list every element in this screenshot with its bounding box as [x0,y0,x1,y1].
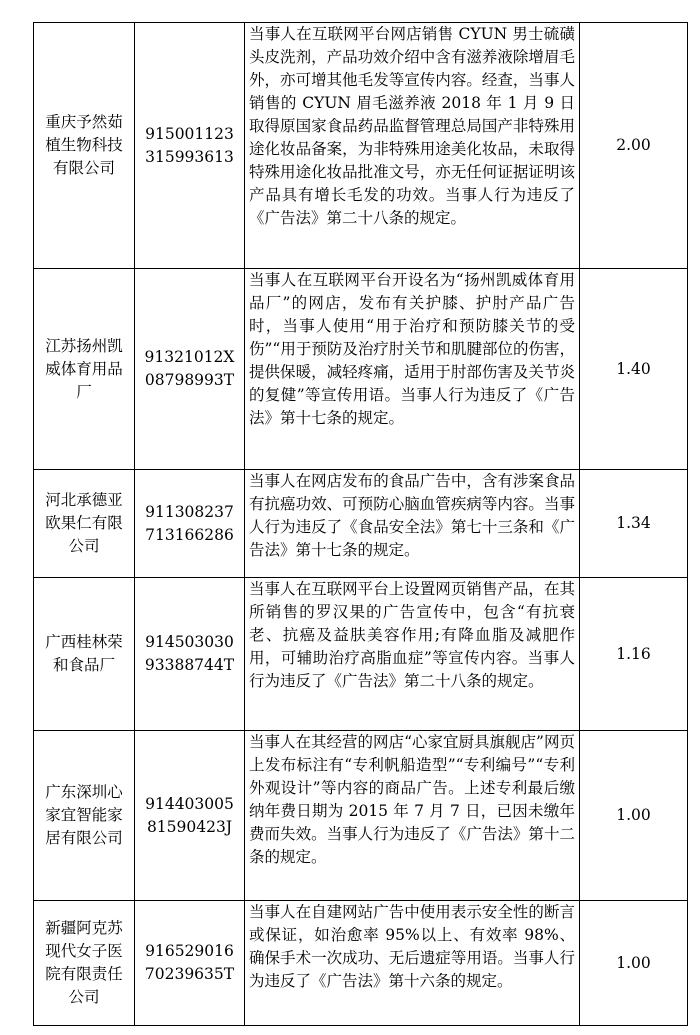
table-row [34,269,688,470]
credit-code: 91652901670239635T [135,901,245,1026]
credit-code: 915001123315993613 [135,23,245,269]
company-name: 重庆予然茹植生物科技有限公司 [34,23,135,269]
fine-amount: 1.40 [580,269,688,470]
violation-description: 当事人在互联网平台网店销售 CYUN 男士硫磺头皮洗剂，产品功效介绍中含有滋养液除增眉毛外，亦可增其他毛发等宣传内容。经查，当事人销售的 CYUN 眉毛滋养液 2018 年 1 月 9 日取得原国家食品药品监督管理总局国产非特殊用途化妆品备案，为非特殊用途美化妆品，未取得特殊用途化妆品批准文号，亦无任何证据证明该产品具有增长毛发的功效。当事人行为违反了《广告法》第二十八条的规定。 [245,23,580,269]
violation-description: 当事人在自建网站广告中使用表示安全性的断言或保证，如治愈率 95%以上、有效率 98%、确保手术一次成功、无后遗症等用语。当事人行为违反了《广告法》第十六条的规定。 [245,901,580,1026]
company-name: 广东深圳心家宜智能家居有限公司 [34,731,135,901]
credit-code: 91321012X08798993T [135,269,245,470]
fine-amount: 1.00 [580,901,688,1026]
company-name: 河北承德亚欧果仁有限公司 [34,470,135,578]
fine-amount: 2.00 [580,23,688,269]
table-row [34,901,688,1026]
table-row [34,731,688,901]
company-name: 江苏扬州凯威体育用品厂 [34,269,135,470]
violation-description: 当事人在互联网平台开设名为“扬州凯威体育用品厂”的网店，发布有关护膝、护肘产品广告时，当事人使用“用于治疗和预防膝关节的受伤”“用于预防及治疗肘关节和肌腱部位的伤害，提供保暖，减轻疼痛，适用于肘部伤害及关节炎的复健”等宣传用语。当事人行为违反了《广告法》第十七条的规定。 [245,269,580,470]
credit-code: 91450303093388744T [135,578,245,731]
violation-description: 当事人在互联网平台上设置网页销售产品，在其所销售的罗汉果的广告宣传中，包含“有抗衰老、抗癌及益肤美容作用;有降血脂及减肥作用，可辅助治疗高脂血症”等宣传内容。当事人行为违反了《广告法》第二十八条的规定。 [245,578,580,731]
table-row [34,578,688,731]
violation-description: 当事人在其经营的网店“心家宜厨具旗舰店”网页上发布标注有“专利帆船造型”“专利编号”“专利外观设计”等内容的商品广告。上述专利最后缴纳年费日期为 2015 年 7 月 7 日，已因未缴年费而失效。当事人行为违反了《广告法》第十二条的规定。 [245,731,580,901]
table-row [34,470,688,578]
fine-amount: 1.00 [580,731,688,901]
table-row [34,23,688,269]
credit-code: 911308237713166286 [135,470,245,578]
fine-amount: 1.16 [580,578,688,731]
company-name: 新疆阿克苏现代女子医院有限责任公司 [34,901,135,1026]
fine-amount: 1.34 [580,470,688,578]
violation-description: 当事人在网店发布的食品广告中，含有涉案食品有抗癌功效、可预防心脑血管疾病等内容。当事人行为违反了《食品安全法》第七十三条和《广告法》第十七条的规定。 [245,470,580,578]
penalty-table [33,22,688,1026]
credit-code: 91440300581590423J [135,731,245,901]
company-name: 广西桂林荣和食品厂 [34,578,135,731]
